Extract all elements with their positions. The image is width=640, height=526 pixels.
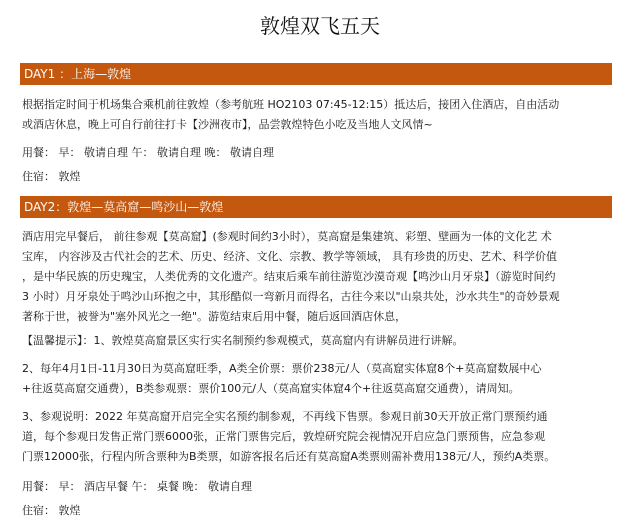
day1-desc-line-1: 根据指定时间于机场集合乘机前往敦煌（参考航班 HO2103 07:45-12:15）抵达后，接团入住酒店，自由活动 — [22, 98, 560, 111]
day2-lodging: 住宿： 敦煌 — [22, 504, 81, 517]
day2-tip-3-line-2: 道，每个参观日发售正常门票6000张，正常门票售完后，敦煌研究院会视情况开启应急门票预售，应急参观 — [22, 430, 545, 443]
day2-desc-line-4: 3 小时）月牙泉处于鸣沙山环抱之中，其形酷似一弯新月而得名，古往今来以"山泉共处，沙水共生"的奇妙景观 — [22, 290, 560, 303]
day2-desc-line-2: 宝库， 内容涉及古代社会的艺术、历史、经济、文化、宗教、教学等领域， 具有珍贵的历史、艺术、科学价值 — [22, 250, 557, 263]
day1-lodging: 住宿： 敦煌 — [22, 170, 81, 183]
day1-desc-line-2: 或酒店休息，晚上可自行前往打卡【沙洲夜市】，品尝敦煌特色小吃及当地人文风情~ — [22, 118, 433, 131]
day2-tip-1: 【温馨提示】：1、敦煌莫高窟景区实行实名制预约参观模式，莫高窟内有讲解员进行讲解。 — [22, 334, 464, 347]
day1-header: DAY1 ：上海—敦煌 — [20, 63, 612, 85]
day2-tip-3-line-1: 3、参观说明：2022 年莫高窟开启完全实名预约制参观，不再线下售票。参观日前30天开放正常门票预约通 — [22, 410, 548, 423]
day2-desc-line-1: 酒店用完早餐后， 前往参观【莫高窟】(参观时间约3小时），莫高窟是集建筑、彩塑、壁画为一体的文化艺 术 — [22, 230, 552, 243]
day1-meals: 用餐： 早： 敬请自理 午： 敬请自理 晚： 敬请自理 — [22, 146, 274, 159]
page-title: 敦煌双飞五天 — [260, 14, 380, 38]
day2-desc-line-3: ，是中华民族的历史瑰宝，人类优秀的文化遗产。结束后乘车前往游览沙漠奇观【鸣沙山月牙泉】（游览时间约 — [22, 270, 556, 283]
day2-tip-3-line-3: 门票12000张，行程内所含票种为B类票，如游客报名后还有莫高窟A类票则需补费用138元/人，预约A类票。 — [22, 450, 556, 463]
day2-header: DAY2：敦煌—莫高窟—鸣沙山—敦煌 — [20, 196, 612, 218]
day2-desc-line-5: 著称于世，被誉为"塞外风光之一绝"。游览结束后用中餐，随后返回酒店休息， — [22, 310, 407, 323]
day2-tip-2-line-1: 2、每年4月1日-11月30日为莫高窟旺季，A类全价票：票价238元/人（莫高窟实体窟8个+莫高窟数展中心 — [22, 362, 542, 375]
day2-meals: 用餐： 早： 酒店早餐 午： 桌餐 晚： 敬请自理 — [22, 480, 252, 493]
day2-tip-2-line-2: +往返莫高窟交通费），B类参观票：票价100元/人（莫高窟实体窟4个+往返莫高窟交通费），请周知。 — [22, 382, 520, 395]
